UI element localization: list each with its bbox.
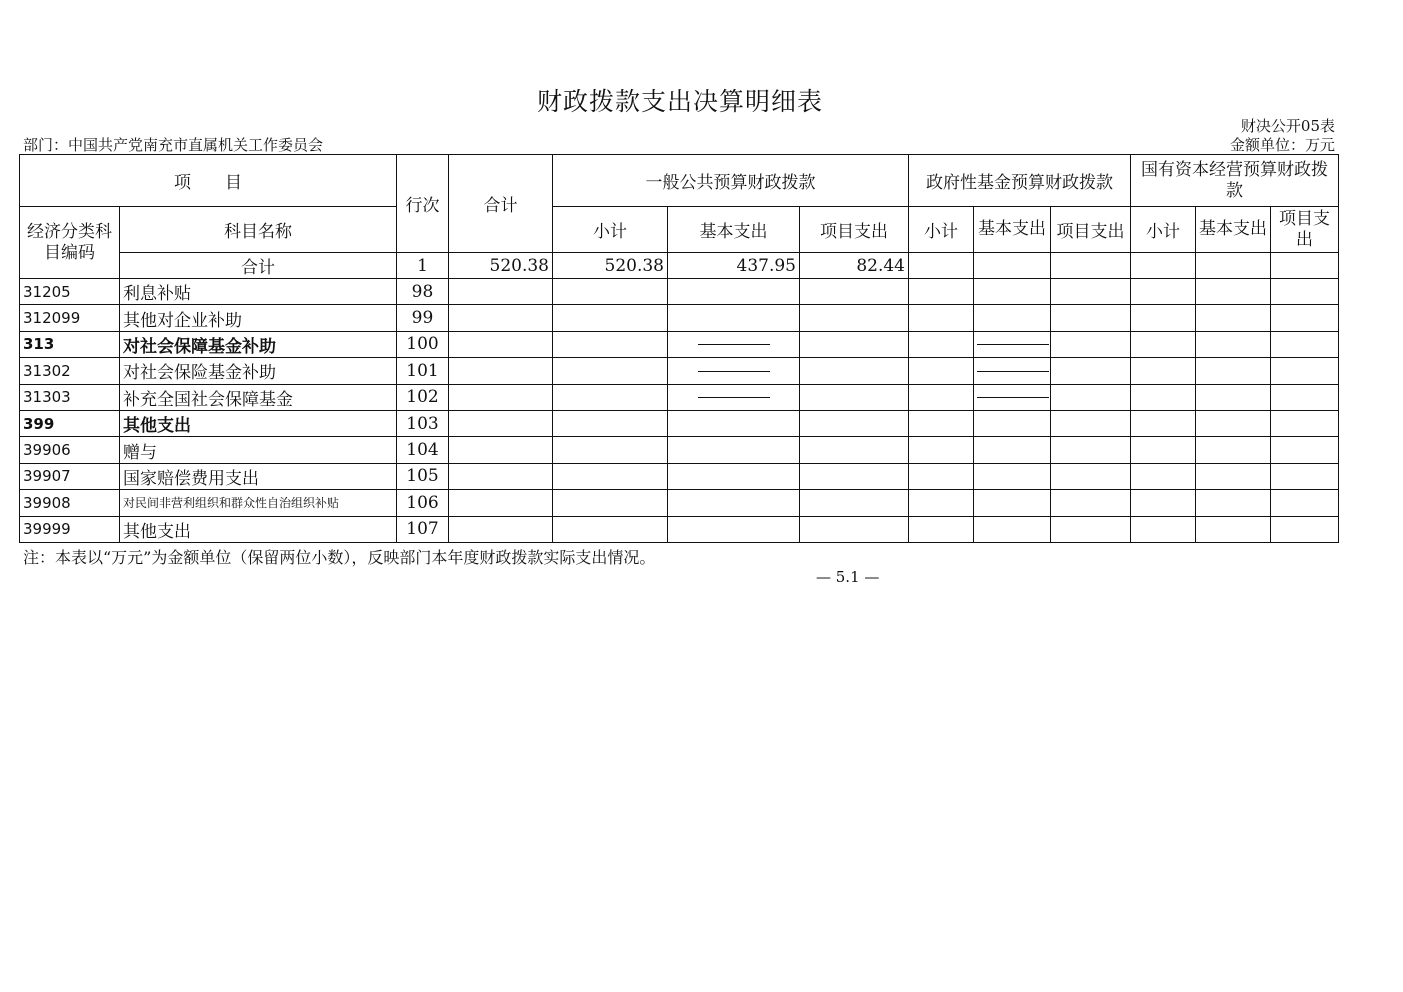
empty-cell	[449, 410, 553, 436]
empty-cell	[553, 305, 668, 331]
row-line-no: 100	[397, 331, 449, 357]
empty-cell	[1131, 279, 1196, 305]
table-row	[20, 305, 1339, 331]
empty-cell	[449, 463, 553, 489]
col-item: 项 目	[20, 155, 397, 207]
col-sc-project: 项目支出	[1271, 207, 1339, 253]
empty-cell	[668, 410, 800, 436]
table-row	[20, 463, 1339, 489]
empty-cell	[1051, 490, 1131, 516]
empty-cell	[1131, 305, 1196, 331]
empty-cell	[800, 463, 909, 489]
empty-cell	[1196, 358, 1271, 384]
row-code: 39906	[20, 437, 120, 463]
row-name: 其他支出	[120, 410, 397, 436]
total-row	[20, 253, 1339, 279]
row-code: 313	[20, 331, 120, 357]
empty-cell	[974, 437, 1051, 463]
expenditure-table	[19, 154, 1339, 543]
empty-cell	[1131, 463, 1196, 489]
col-general-budget: 一般公共预算财政拨款	[553, 155, 909, 207]
empty-cell	[1196, 305, 1271, 331]
row-code: 31302	[20, 358, 120, 384]
row-code: 312099	[20, 305, 120, 331]
empty-cell	[1271, 463, 1339, 489]
empty-cell	[1196, 463, 1271, 489]
row-name: 赠与	[120, 437, 397, 463]
total-gp-subtotal: 520.38	[553, 253, 668, 279]
not-applicable-dash	[977, 397, 1049, 398]
col-gp-project: 项目支出	[800, 207, 909, 253]
table-row	[20, 279, 1339, 305]
col-gp-basic: 基本支出	[668, 207, 800, 253]
empty-cell	[974, 384, 1051, 410]
empty-cell	[1196, 384, 1271, 410]
empty-cell	[553, 490, 668, 516]
empty-cell	[1051, 331, 1131, 357]
empty-cell	[1131, 253, 1196, 279]
empty-cell	[1051, 358, 1131, 384]
empty-cell	[1271, 279, 1339, 305]
empty-cell	[1271, 384, 1339, 410]
not-applicable-dash	[698, 371, 770, 372]
empty-cell	[800, 305, 909, 331]
empty-cell	[553, 279, 668, 305]
row-code: 399	[20, 410, 120, 436]
empty-cell	[1196, 279, 1271, 305]
empty-cell	[1051, 253, 1131, 279]
empty-cell	[668, 331, 800, 357]
data-rows	[20, 279, 1339, 543]
empty-cell	[1051, 463, 1131, 489]
empty-cell	[449, 384, 553, 410]
empty-cell	[668, 279, 800, 305]
empty-cell	[909, 279, 974, 305]
total-gp-project: 82.44	[800, 253, 909, 279]
empty-cell	[1271, 253, 1339, 279]
page-number: — 5.1 —	[816, 568, 880, 586]
row-name: 对社会保险基金补助	[120, 358, 397, 384]
empty-cell	[449, 358, 553, 384]
empty-cell	[800, 358, 909, 384]
empty-cell	[909, 463, 974, 489]
empty-cell	[1051, 384, 1131, 410]
total-label: 合计	[120, 253, 397, 279]
form-number: 财决公开05表	[1240, 117, 1335, 135]
col-sc-subtotal: 小计	[1131, 207, 1196, 253]
col-state-capital: 国有资本经营预算财政拨款	[1131, 155, 1339, 207]
department-label: 部门：中国共产党南充市直属机关工作委员会	[23, 136, 324, 154]
header-row-2	[20, 207, 1339, 253]
empty-cell	[974, 279, 1051, 305]
empty-cell	[974, 410, 1051, 436]
empty-cell	[909, 437, 974, 463]
row-code: 31205	[20, 279, 120, 305]
row-line-no: 107	[397, 516, 449, 542]
total-gp-basic: 437.95	[668, 253, 800, 279]
empty-cell	[1196, 516, 1271, 542]
empty-cell	[1131, 358, 1196, 384]
col-gov-fund: 政府性基金预算财政拨款	[909, 155, 1131, 207]
col-line-no: 行次	[397, 155, 449, 253]
row-code: 31303	[20, 384, 120, 410]
table-row	[20, 384, 1339, 410]
empty-cell	[1271, 437, 1339, 463]
empty-cell	[800, 410, 909, 436]
table-row	[20, 490, 1339, 516]
empty-cell	[1051, 279, 1131, 305]
row-code: 39999	[20, 516, 120, 542]
empty-cell	[909, 384, 974, 410]
empty-cell	[1131, 490, 1196, 516]
row-name: 国家赔偿费用支出	[120, 463, 397, 489]
row-name: 利息补贴	[120, 279, 397, 305]
table-row	[20, 437, 1339, 463]
empty-cell	[974, 253, 1051, 279]
row-line-no: 102	[397, 384, 449, 410]
empty-cell	[800, 516, 909, 542]
empty-cell	[1271, 490, 1339, 516]
empty-cell	[1271, 358, 1339, 384]
empty-cell	[974, 358, 1051, 384]
empty-cell	[668, 384, 800, 410]
empty-cell	[449, 437, 553, 463]
col-gf-subtotal: 小计	[909, 207, 974, 253]
empty-cell	[909, 305, 974, 331]
empty-cell	[909, 490, 974, 516]
empty-cell	[553, 516, 668, 542]
empty-cell	[1051, 305, 1131, 331]
row-name: 对社会保障基金补助	[120, 331, 397, 357]
empty-cell	[974, 331, 1051, 357]
empty-cell	[1051, 516, 1131, 542]
not-applicable-dash	[698, 397, 770, 398]
empty-cell	[909, 331, 974, 357]
empty-cell	[1271, 516, 1339, 542]
row-name: 其他对企业补助	[120, 305, 397, 331]
col-sc-basic: 基本支出	[1196, 207, 1271, 253]
empty-cell	[1196, 410, 1271, 436]
row-line-no: 98	[397, 279, 449, 305]
not-applicable-dash	[977, 371, 1049, 372]
col-gf-project: 项目支出	[1051, 207, 1131, 253]
empty-cell	[800, 331, 909, 357]
empty-cell	[974, 463, 1051, 489]
col-econ-code: 经济分类科目编码	[20, 207, 120, 279]
table-row	[20, 358, 1339, 384]
amount-unit-label: 金额单位：万元	[1229, 136, 1335, 154]
empty-cell	[553, 384, 668, 410]
empty-cell	[1131, 410, 1196, 436]
empty-cell	[1131, 516, 1196, 542]
empty-cell	[1051, 437, 1131, 463]
row-code: 39907	[20, 463, 120, 489]
empty-cell	[800, 437, 909, 463]
empty-cell	[668, 516, 800, 542]
report-title: 财政拨款支出决算明细表	[536, 87, 823, 116]
empty-cell	[1196, 331, 1271, 357]
empty-cell	[449, 490, 553, 516]
row-line-no: 105	[397, 463, 449, 489]
empty-cell	[800, 384, 909, 410]
col-gp-subtotal: 小计	[553, 207, 668, 253]
row-line-no: 101	[397, 358, 449, 384]
row-line-no: 99	[397, 305, 449, 331]
empty-cell	[668, 490, 800, 516]
empty-cell	[974, 490, 1051, 516]
row-name: 其他支出	[120, 516, 397, 542]
empty-cell	[909, 410, 974, 436]
row-name: 补充全国社会保障基金	[120, 384, 397, 410]
row-line-no: 104	[397, 437, 449, 463]
empty-cell	[1196, 437, 1271, 463]
row-line-no: 103	[397, 410, 449, 436]
table-row	[20, 331, 1339, 357]
empty-cell	[1271, 410, 1339, 436]
empty-cell	[974, 516, 1051, 542]
empty-cell	[668, 437, 800, 463]
empty-cell	[1271, 331, 1339, 357]
not-applicable-dash	[698, 344, 770, 345]
empty-cell	[668, 358, 800, 384]
empty-cell	[1196, 490, 1271, 516]
empty-cell	[974, 305, 1051, 331]
table-row	[20, 516, 1339, 542]
empty-cell	[1196, 253, 1271, 279]
row-name: 对民间非营利组织和群众性自治组织补贴	[120, 490, 397, 516]
total-line-no: 1	[397, 253, 449, 279]
empty-cell	[449, 279, 553, 305]
table-note: 注：本表以“万元”为金额单位（保留两位小数），反映部门本年度财政拨款实际支出情况。	[23, 548, 656, 567]
empty-cell	[800, 279, 909, 305]
col-total: 合计	[449, 155, 553, 253]
empty-cell	[1051, 410, 1131, 436]
row-line-no: 106	[397, 490, 449, 516]
header-row-1	[20, 155, 1339, 207]
empty-cell	[553, 358, 668, 384]
not-applicable-dash	[977, 344, 1049, 345]
empty-cell	[909, 516, 974, 542]
empty-cell	[449, 516, 553, 542]
empty-cell	[1131, 331, 1196, 357]
empty-cell	[553, 463, 668, 489]
row-code: 39908	[20, 490, 120, 516]
empty-cell	[668, 305, 800, 331]
empty-cell	[909, 358, 974, 384]
total-amount: 520.38	[449, 253, 553, 279]
empty-cell	[909, 253, 974, 279]
empty-cell	[449, 305, 553, 331]
empty-cell	[800, 490, 909, 516]
empty-cell	[553, 437, 668, 463]
empty-cell	[668, 463, 800, 489]
empty-cell	[1131, 384, 1196, 410]
col-gf-basic: 基本支出	[974, 207, 1051, 253]
table-row	[20, 410, 1339, 436]
col-subject-name: 科目名称	[120, 207, 397, 253]
empty-cell	[1131, 437, 1196, 463]
empty-cell	[553, 410, 668, 436]
empty-cell	[1271, 305, 1339, 331]
empty-cell	[553, 331, 668, 357]
empty-cell	[449, 331, 553, 357]
